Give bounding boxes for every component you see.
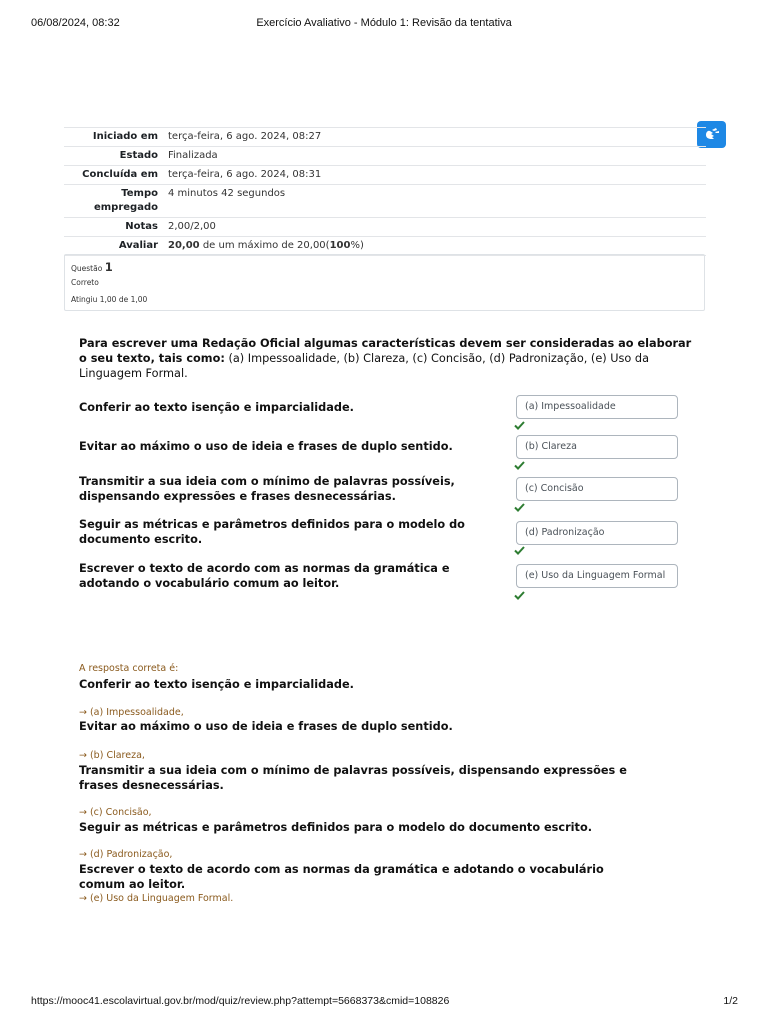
time-value: 4 minutos 42 segundos: [168, 188, 286, 199]
right-answer-value: → (c) Concisão,: [79, 807, 152, 818]
right-answer-stem: Seguir as métricas e parâmetros definidos para o modelo do documento escrito.: [79, 821, 592, 834]
match-select[interactable]: (e) Uso da Linguagem Formal: [516, 564, 678, 588]
question-label: Questão: [71, 264, 103, 273]
grade-max-text: de um máximo de 20,00(: [199, 240, 330, 251]
completed-label: Concluída em: [82, 169, 158, 180]
state-value: Finalizada: [168, 150, 218, 161]
check-icon: [514, 546, 525, 555]
question-number-value: 1: [104, 260, 113, 274]
completed-value: terça-feira, 6 ago. 2024, 08:31: [168, 169, 322, 180]
print-datetime: 06/08/2024, 08:32: [31, 17, 120, 29]
match-stem: Evitar ao máximo o uso de ideia e frases de duplo sentido.: [79, 440, 453, 453]
match-stem: Escrever o texto de acordo com as normas da gramática e adotando o vocabulário comum ao leitor.: [79, 562, 450, 590]
match-stem: Transmitir a sua ideia com o mínimo de palavras possíveis, dispensando expressões e frases desnecessárias.: [79, 475, 455, 503]
right-answer-label: A resposta correta é:: [79, 663, 179, 674]
right-answer-value: → (a) Impessoalidade,: [79, 707, 184, 718]
match-stem: Conferir ao texto isenção e imparcialidade.: [79, 401, 354, 414]
match-select[interactable]: (a) Impessoalidade: [516, 395, 678, 419]
check-icon: [514, 591, 525, 600]
marks-value: 2,00/2,00: [168, 221, 216, 232]
summary-row-time: [64, 185, 706, 218]
summary-row-completed: [64, 166, 706, 185]
print-title: Exercício Avaliativo - Módulo 1: Revisão da tentativa: [256, 17, 512, 29]
print-url: https://mooc41.escolavirtual.gov.br/mod/quiz/review.php?attempt=5668373&cmid=108826: [31, 995, 450, 1007]
question-status: Correto: [71, 278, 99, 287]
print-page-number: 1/2: [723, 995, 738, 1007]
marks-label: Notas: [125, 221, 158, 232]
question-number: [71, 258, 698, 274]
print-header: [0, 17, 768, 31]
match-select[interactable]: (c) Concisão: [516, 477, 678, 501]
right-answer-stem: Evitar ao máximo o uso de ideia e frases de duplo sentido.: [79, 720, 453, 733]
print-footer: [0, 995, 768, 1009]
match-select[interactable]: (b) Clareza: [516, 435, 678, 459]
right-answer-stem: Transmitir a sua ideia com o mínimo de palavras possíveis, dispensando expressões e frases desnecessárias.: [79, 764, 627, 792]
right-answer-stem: Conferir ao texto isenção e imparcialidade.: [79, 678, 354, 691]
check-icon: [514, 421, 525, 430]
summary-row-started: [64, 128, 706, 147]
attempt-summary: [64, 127, 706, 256]
grade-percent-end: %): [350, 240, 364, 251]
grade-score: 20,00: [168, 240, 200, 251]
right-answer-value: → (d) Padronização,: [79, 849, 173, 860]
grade-label: Avaliar: [118, 240, 158, 251]
match-stem: Seguir as métricas e parâmetros definidos para o modelo do documento escrito.: [79, 518, 465, 546]
question-text: [79, 336, 699, 381]
question-text-options: (a) Impessoalidade, (b) Clareza, (c) Concisão, (d) Padronização, (e) Uso da Linguagem Formal.: [79, 352, 650, 380]
started-value: terça-feira, 6 ago. 2024, 08:27: [168, 131, 322, 142]
right-answer-stem: Escrever o texto de acordo com as normas da gramática e adotando o vocabulário comum ao leitor.: [79, 863, 604, 891]
grade-value: [164, 237, 706, 256]
summary-row-grade: [64, 237, 706, 256]
state-label: Estado: [119, 150, 158, 161]
grade-percent: 100: [329, 240, 351, 251]
check-icon: [514, 461, 525, 470]
match-select[interactable]: (d) Padronização: [516, 521, 678, 545]
time-label: Tempo empregado: [93, 188, 158, 213]
question-info-box: [64, 254, 705, 311]
right-answer-value: → (e) Uso da Linguagem Formal.: [79, 893, 234, 904]
check-icon: [514, 503, 525, 512]
right-answer-value: → (b) Clareza,: [79, 750, 145, 761]
started-label: Iniciado em: [92, 131, 158, 142]
question-text-bold: Para escrever uma Redação Oficial algumas características devem ser consideradas ao elaborar o seu texto, tais como:: [79, 337, 692, 365]
summary-row-marks: [64, 218, 706, 237]
summary-row-state: [64, 147, 706, 166]
question-mark: Atingiu 1,00 de 1,00: [71, 295, 148, 304]
